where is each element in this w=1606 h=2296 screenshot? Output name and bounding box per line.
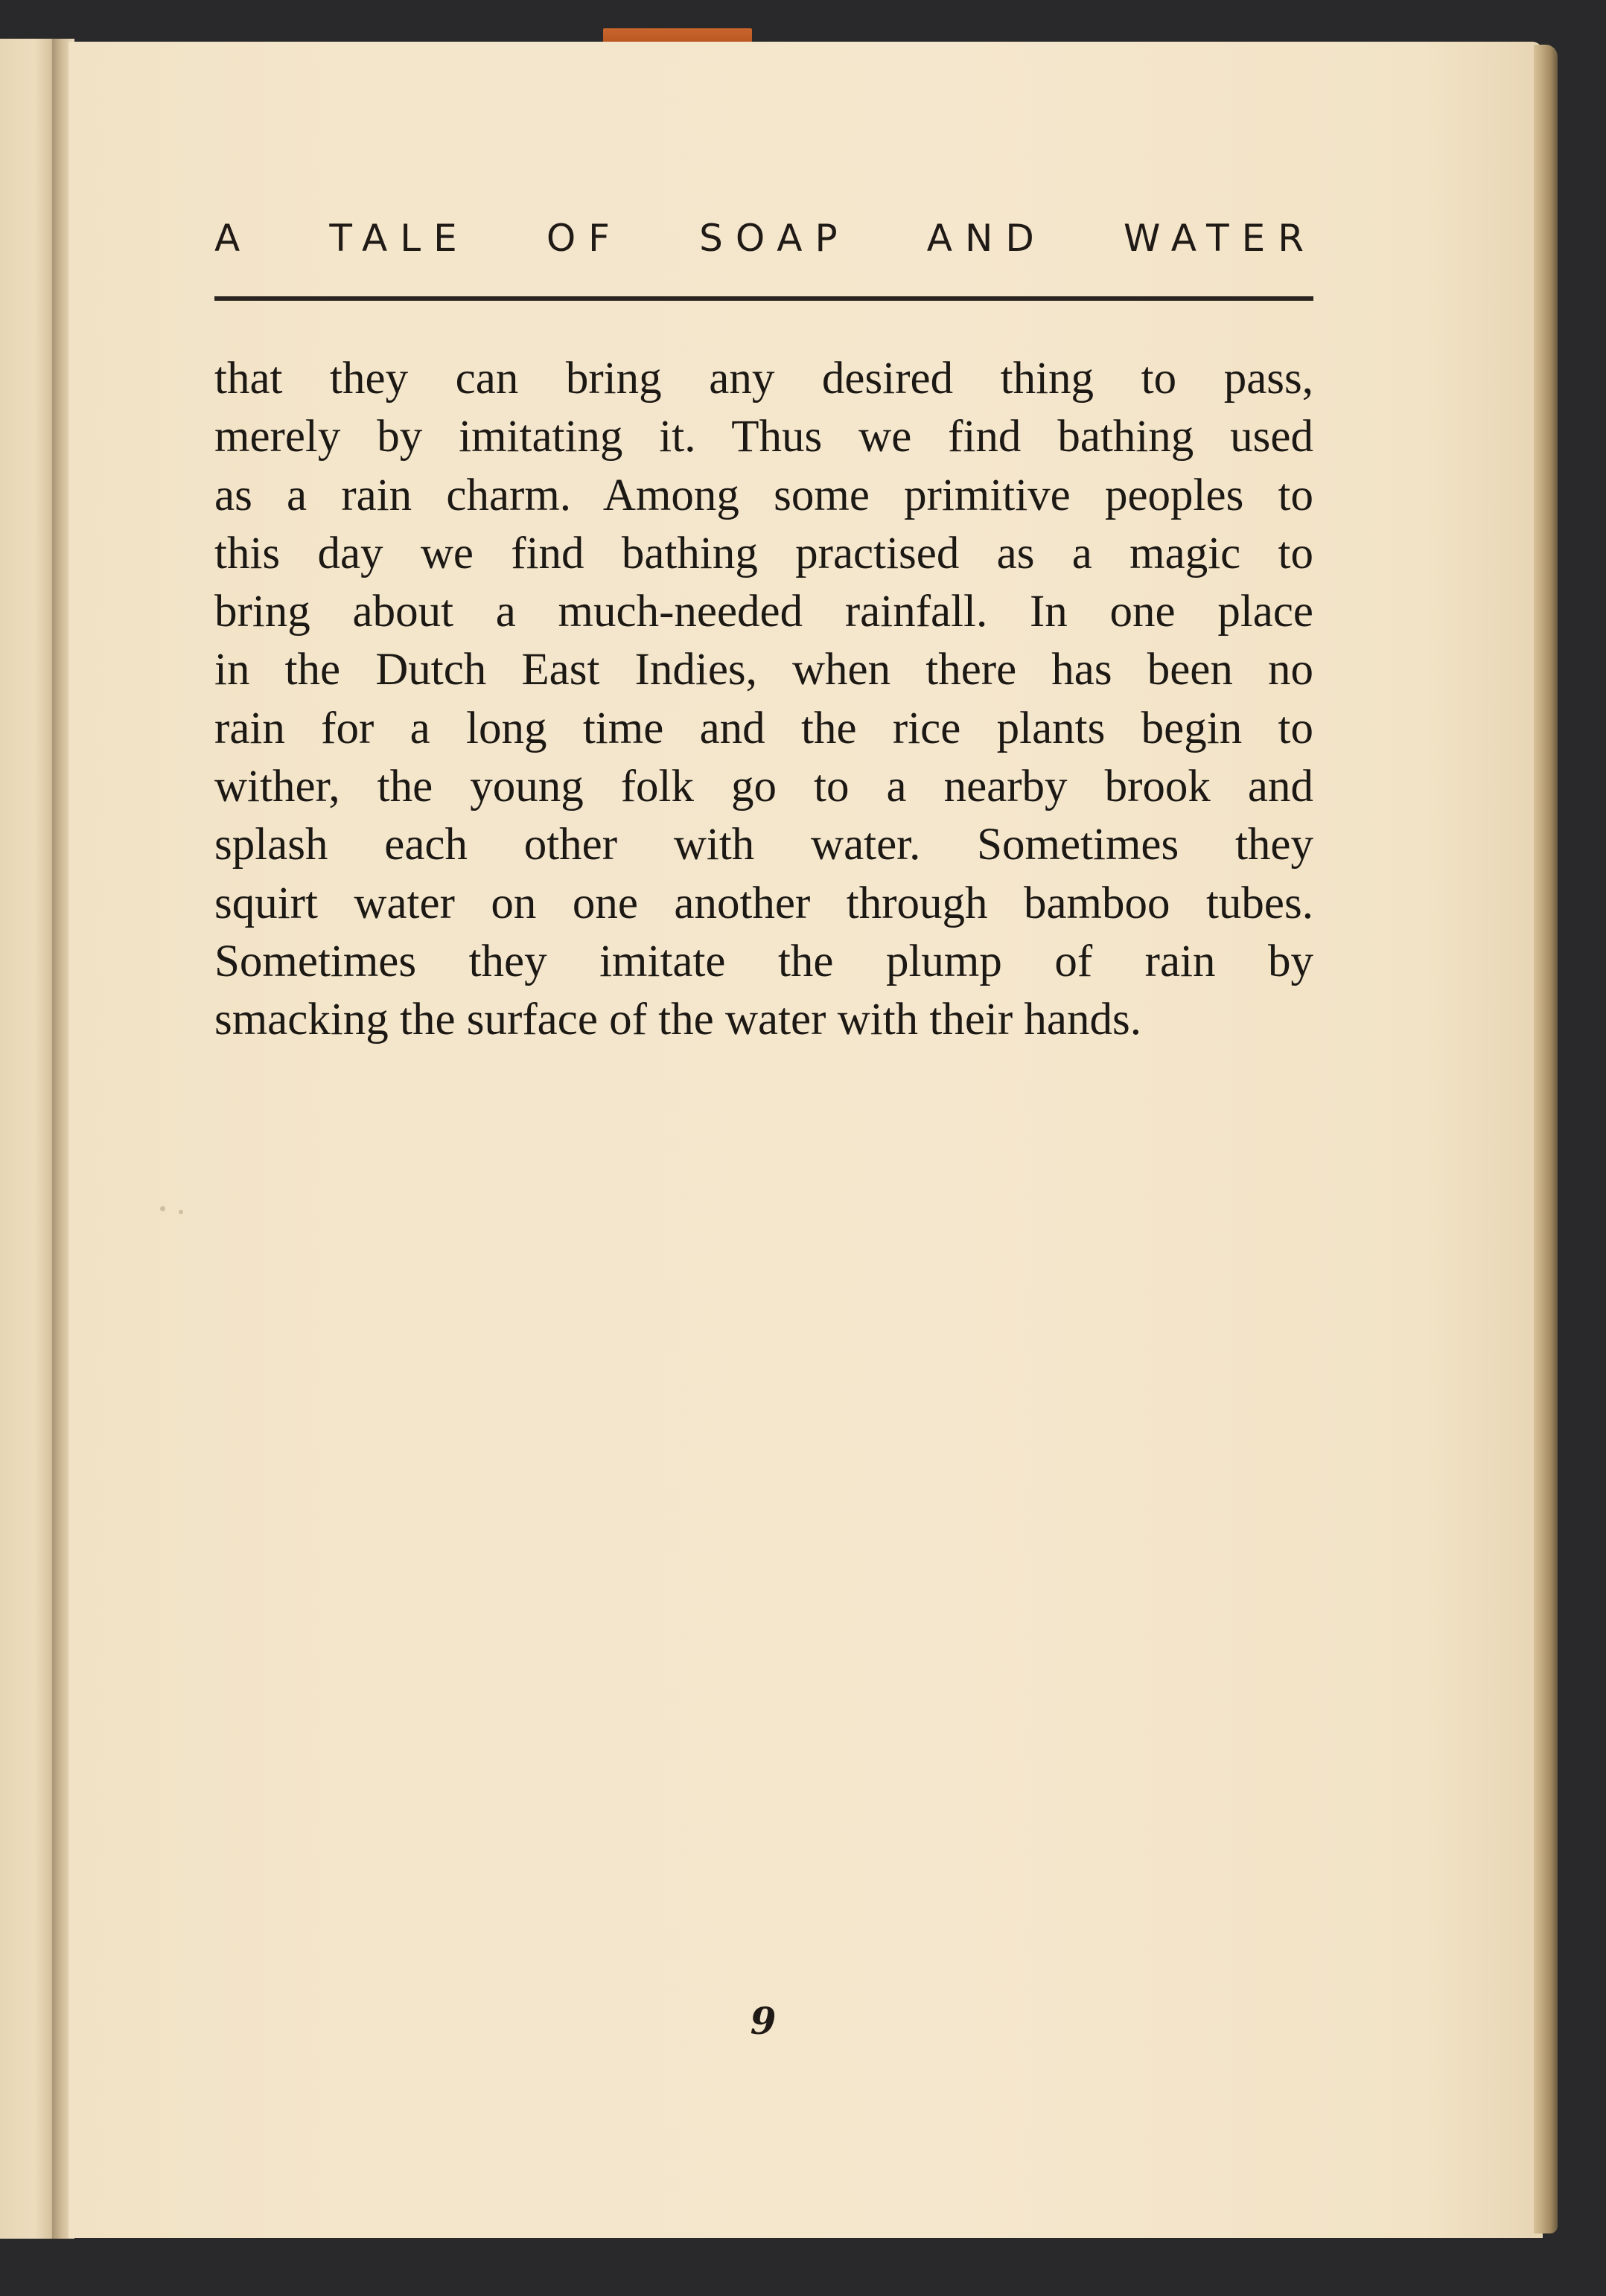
running-head-word: AND: [926, 217, 1047, 260]
text-line: as a rain charm. Among some primitive peoples to: [214, 470, 1313, 520]
text-line: rain for a long time and the rice plants begin to: [214, 703, 1313, 753]
page-stack-edge: [1534, 45, 1558, 2233]
text-line: squirt water on one another through bamboo tubes.: [214, 878, 1313, 928]
running-head-word: TALE: [329, 217, 470, 260]
paper-speck: [160, 1206, 165, 1211]
running-head-word: WATER: [1124, 217, 1316, 260]
text-line: that they can bring any desired thing to pass,: [214, 354, 1313, 404]
running-head-word: OF: [546, 217, 622, 260]
text-line: wither, the young folk go to a nearby brook and: [214, 762, 1313, 812]
paper-speck: [179, 1210, 183, 1214]
text-line: this day we find bathing practised as a magic to: [214, 528, 1313, 578]
text-line: Sometimes they imitate the plump of rain by: [214, 936, 1313, 986]
running-head-word: A: [214, 217, 253, 260]
text-line: merely by imitating it. Thus we find bathing used: [214, 412, 1313, 462]
page-number: 9: [750, 1999, 777, 2043]
header-rule: [214, 296, 1313, 301]
running-head: [214, 216, 1316, 261]
body-text: [214, 350, 1313, 1050]
text-line: bring about a much-needed rainfall. In one place: [214, 587, 1313, 637]
text-line: smacking the surface of the water with their hands.: [214, 995, 1141, 1045]
facing-page-edge: [0, 39, 58, 2239]
text-line: in the Dutch East Indies, when there has been no: [214, 645, 1313, 695]
text-line: splash each other with water. Sometimes they: [214, 820, 1313, 870]
running-head-word: SOAP: [699, 217, 850, 260]
